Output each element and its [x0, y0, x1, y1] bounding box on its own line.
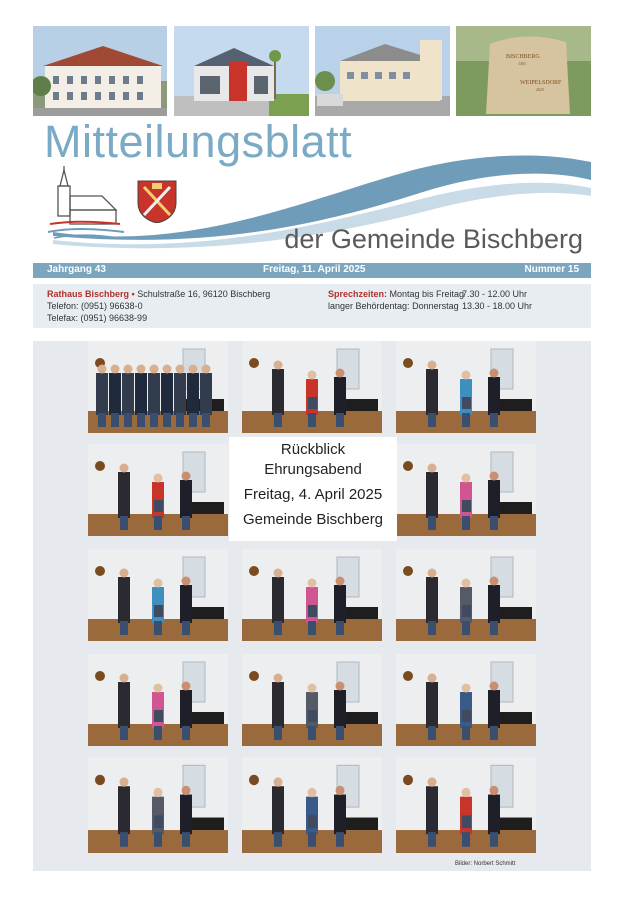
coat-of-arms-icon	[136, 179, 178, 223]
honor-photo	[88, 341, 228, 433]
honor-photo	[242, 549, 382, 641]
masthead-title: Mitteilungsblatt	[44, 116, 353, 167]
office-address: Schulstraße 16, 96120 Bischberg	[137, 289, 271, 299]
masthead-subtitle: der Gemeinde Bischberg	[284, 224, 583, 254]
photo-memorial-stone	[456, 26, 591, 116]
honor-photo	[396, 444, 536, 536]
honor-photo	[242, 654, 382, 746]
event-line-municipality: Gemeinde Bischberg	[242, 511, 384, 528]
honor-photo	[396, 757, 536, 853]
contact-block	[33, 284, 591, 328]
honor-photo	[88, 444, 228, 536]
phone-number: Telefon: (0951) 96638-0	[47, 301, 143, 311]
event-line-ceremony: Ehrungsabend	[264, 461, 362, 478]
event-line-date: Freitag, 4. April 2025	[243, 486, 383, 503]
photo-credits: Bilder: Norbert Schmitt	[455, 861, 516, 867]
honor-photo	[396, 654, 536, 746]
office-hours-weekday-time: 7.30 - 12.00 Uhr	[462, 289, 528, 299]
office-hours-weekday: Montag bis Freitag	[389, 289, 465, 299]
honor-photo	[396, 341, 536, 433]
office-hours-long-label: langer Behördentag: Donnerstag	[328, 301, 459, 311]
event-title-box	[229, 437, 397, 541]
honor-photo	[396, 549, 536, 641]
church-logo-icon	[44, 166, 128, 240]
office-hours-label: Sprechzeiten:	[328, 289, 388, 299]
honor-photo	[242, 341, 382, 433]
stone-text-line1: BISCHBERG	[506, 54, 540, 60]
office-name: Rathaus Bischberg	[47, 289, 130, 299]
issue-number: Nummer 15	[524, 264, 579, 275]
fax-number: Telefax: (0951) 96638-99	[47, 313, 148, 323]
volume-label: Jahrgang 43	[47, 264, 106, 275]
photo-school	[315, 26, 450, 116]
honor-photo	[88, 549, 228, 641]
issue-info-bar	[33, 263, 591, 278]
honor-photo	[242, 757, 382, 853]
photo-town-hall	[33, 26, 167, 116]
stone-text-line2: 1401	[518, 61, 526, 66]
bullet: •	[131, 289, 135, 299]
stone-text-line4: 2025	[536, 87, 544, 92]
event-line-retrospective: Rückblick	[280, 441, 346, 458]
honor-photo	[88, 757, 228, 853]
office-hours-long-time: 13.30 - 18.00 Uhr	[462, 301, 533, 311]
photo-fire-station	[174, 26, 309, 116]
issue-date: Freitag, 11. April 2025	[263, 264, 366, 275]
honor-photo	[88, 654, 228, 746]
stone-text-line3: WEIPELSDORF	[520, 80, 562, 86]
